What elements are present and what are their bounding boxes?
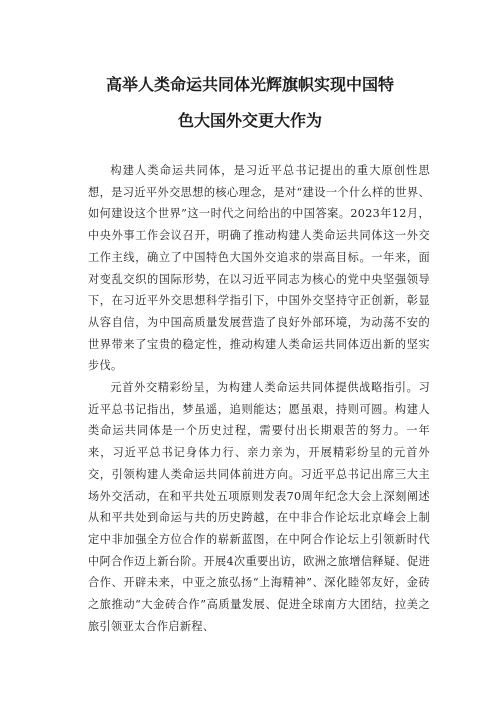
- title-line-1: 高举人类命运共同体光辉旗帜实现中国特: [105, 75, 394, 94]
- paragraph-1: 构建人类命运共同体，是习近平总书记提出的重大原创性思想，是习近平外交思想的核心理念，是对“建设一个什么样的世界、如何建设这个世界”这一时代之问给出的中国答案。2023年12月，中央外事工作会议召开，明确了推动构建人类命运共同体这一外交工作主线，确立了中国特色大国外交追求的崇高目标。一年来，面对变乱交织的国际形势，在以习近平同志为核心的党中央坚强领导下，在习近平外交思想科学指引下，中国外交坚持守正创新，彰显从容自信，为中国高质量发展营造了良好外部环境，为动荡不安的世界带来了宝贵的稳定性，推动构建人类命运共同体迈出新的坚实步伐。: [88, 164, 430, 373]
- title-line-2: 色大国外交更大作为: [177, 111, 322, 130]
- paragraph-2: 元首外交精彩纷呈，为构建人类命运共同体提供战略指引。习近平总书记指出，梦虽遥，追则能达；愿虽艰，持则可圆。构建人类命运共同体是一个历史过程，需要付出长期艰苦的努力。一年来，习近平总书记身体力行、亲力亲为，开展精彩纷呈的元首外交，引领构建人类命运共同体前进方向。习近平总书记出席三大主场外交活动，在和平共处五项原则发表70周年纪念大会上深刻阐述从和平共处到命运与共的历史跨越，在中非合作论坛北京峰会上制定中非加强全方位合作的崭新蓝图，在中阿合作论坛上引领新时代中阿合作迈上新台阶。开展4次重要出访，欧洲之旅增信释疑、促进合作、开辟未来，中亚之旅弘扬“上海精神”、深化睦邻友好，金砖之旅推动“大金砖合作”高质量发展、促进全球南方大团结，拉美之旅引领亚太合作启新程、: [88, 381, 430, 633]
- article-body: [88, 160, 430, 637]
